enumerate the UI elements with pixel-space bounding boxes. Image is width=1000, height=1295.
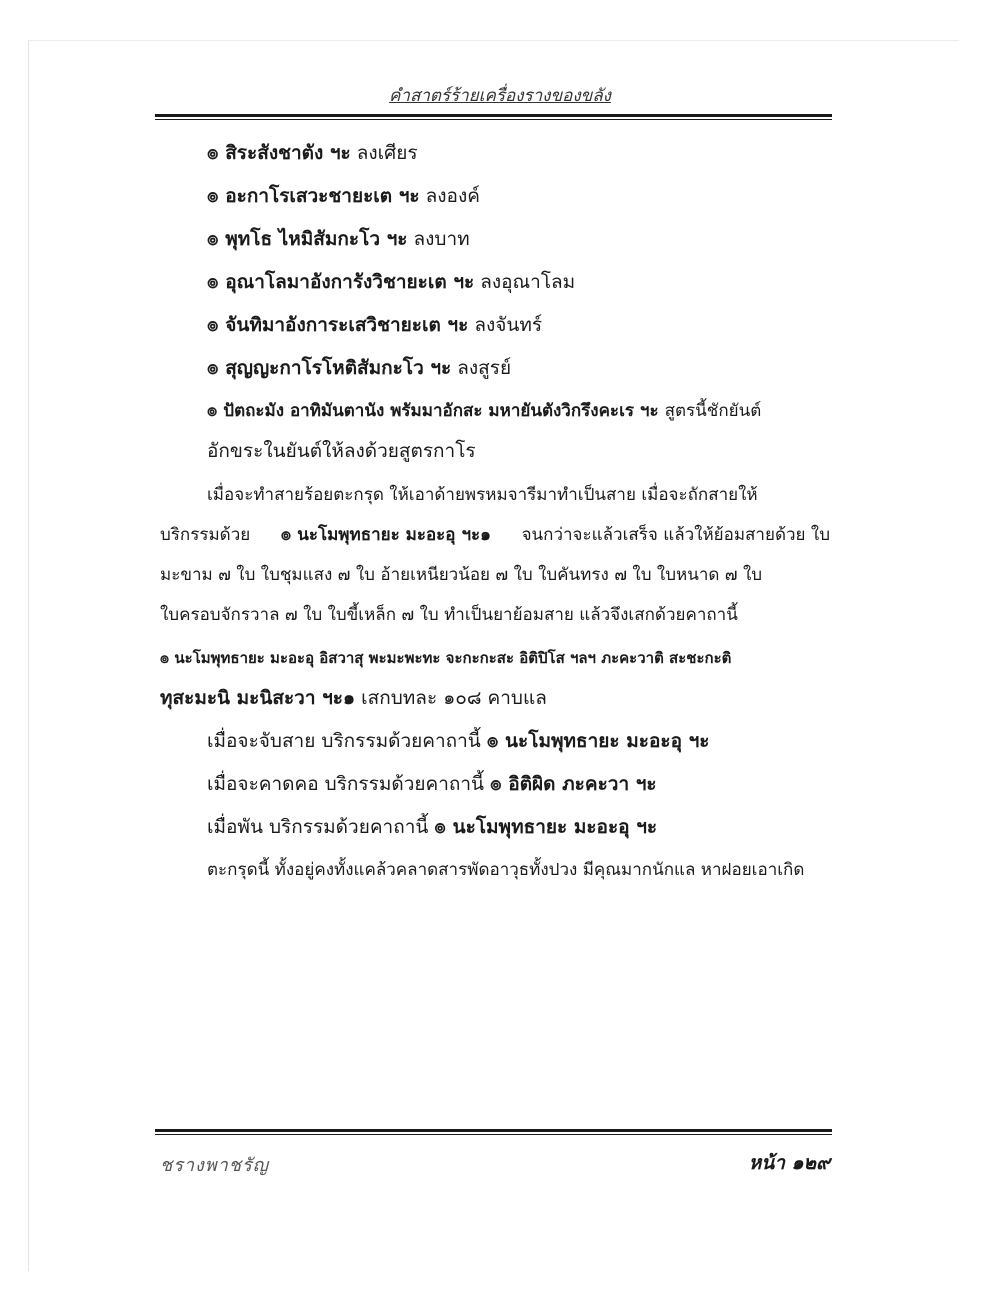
chant-line-long: ๏ นะโมพุทธายะ มะอะอุ อิสวาสุ พะมะพะทะ จะกะกะสะ อิติปิโส ฯลฯ ภะคะวาติ สะชะกะติ bbox=[160, 649, 732, 667]
body-text: จนกว่าจะแล้วเสร็จ แล้วให้ย้อมสายด้วย ใบ bbox=[521, 525, 830, 545]
body-text: เสกบทละ ๑๐๘ คาบแล bbox=[361, 687, 547, 709]
body-line-mixed bbox=[160, 685, 547, 711]
body-text: บริกรรมด้วย bbox=[160, 525, 251, 545]
body-line: อักขระในยันต์ให้ลงด้วยสูตรกาโร bbox=[207, 440, 476, 462]
instruction-line-2 bbox=[207, 771, 657, 797]
body-line-mixed bbox=[160, 522, 830, 548]
chant-text: ๏ นะโมพุทธายะ มะอะอุ ฯะ bbox=[486, 730, 710, 752]
chant-text: ๏ จันทิมาอังการะเสวิชายะเต ฯะ bbox=[207, 314, 469, 336]
chant-line-7 bbox=[207, 398, 761, 424]
chant-text: ๏ อุณาโลมาอังการังวิชายะเต ฯะ bbox=[207, 271, 475, 293]
author-signature: ชรางพาชรัญ bbox=[160, 1155, 269, 1176]
chant-text: ๏ นะโมพุทธายะ มะอะอุ ฯะ bbox=[434, 816, 658, 838]
chant-text: ทุสะมะนิ มะนิสะวา ฯะ๑ bbox=[160, 687, 356, 709]
chant-line-3 bbox=[207, 226, 470, 252]
chant-note: ลงอุณาโลม bbox=[480, 271, 576, 293]
closing-line: ตะกรุดนี้ ทั้งอยู่คงทั้งแคล้วคลาดสารพัดอาวุธทั้งปวง มีคุณมากนักแล หาฝอยเอาเกิด bbox=[207, 860, 805, 880]
chant-text: ๏ สิระสังชาตัง ฯะ bbox=[207, 142, 351, 164]
chant-note: ลงบาท bbox=[413, 228, 470, 250]
running-header-title: คำสาตร์ร้ายเครื่องรางของขลัง bbox=[389, 86, 611, 106]
instruction-line-3 bbox=[207, 814, 657, 840]
chant-line-6 bbox=[207, 355, 511, 381]
instruction-text: เมื่อจะจับสาย บริกรรมด้วยคาถานี้ bbox=[207, 730, 481, 752]
header-rule bbox=[155, 114, 832, 120]
instruction-text: เมื่อจะคาดคอ บริกรรมด้วยคาถานี้ bbox=[207, 773, 485, 795]
chant-note: ลงเศียร bbox=[356, 142, 418, 164]
page-number: หน้า ๑๒๙ bbox=[748, 1152, 830, 1174]
instruction-text: เมื่อพัน บริกรรมด้วยคาถานี้ bbox=[207, 816, 429, 838]
chant-note: ลงจันทร์ bbox=[474, 314, 543, 336]
chant-text: ๏ นะโมพุทธายะ มะอะอุ ฯะ๑ bbox=[280, 525, 491, 545]
chant-line-1 bbox=[207, 140, 418, 166]
body-line: ใบครอบจักรวาล ๗ ใบ ใบขี้เหล็ก ๗ ใบ ทำเป็นยาย้อมสาย แล้วจึงเสกด้วยคาถานี้ bbox=[160, 605, 738, 625]
chant-note: สูตรนี้ชักยันต์ bbox=[664, 401, 762, 421]
chant-text: ๏ สุญญะกาโรโหติสัมกะโว ฯะ bbox=[207, 357, 452, 379]
body-line: เมื่อจะทำสายร้อยตะกรุด ให้เอาด้ายพรหมจารีมาทำเป็นสาย เมื่อจะถักสายให้ bbox=[207, 485, 758, 505]
instruction-line-1 bbox=[207, 728, 710, 754]
chant-text: ๏ อิติผิด ภะคะวา ฯะ bbox=[490, 773, 657, 795]
chant-text: ๏ อะกาโรเสวะชายะเต ฯะ bbox=[207, 185, 420, 207]
chant-text: ๏ พุทโธ ไหมิสัมกะโว ฯะ bbox=[207, 228, 408, 250]
chant-line-4 bbox=[207, 269, 575, 295]
chant-text: ๏ ปัตถะมัง อาทิมันตานัง พรัมมาอักสะ มหายันตังวิกรึงคะเร ฯะ bbox=[207, 401, 659, 421]
chant-note: ลงสูรย์ bbox=[457, 357, 512, 379]
chant-line-2 bbox=[207, 183, 480, 209]
chant-line-5 bbox=[207, 312, 542, 338]
body-line: มะขาม ๗ ใบ ใบชุมแสง ๗ ใบ อ้ายเหนียวน้อย ๗ ใบ ใบคันทรง ๗ ใบ ใบหนาด ๗ ใบ bbox=[160, 565, 763, 585]
chant-note: ลงองค์ bbox=[425, 185, 480, 207]
footer-rule bbox=[155, 1129, 832, 1135]
